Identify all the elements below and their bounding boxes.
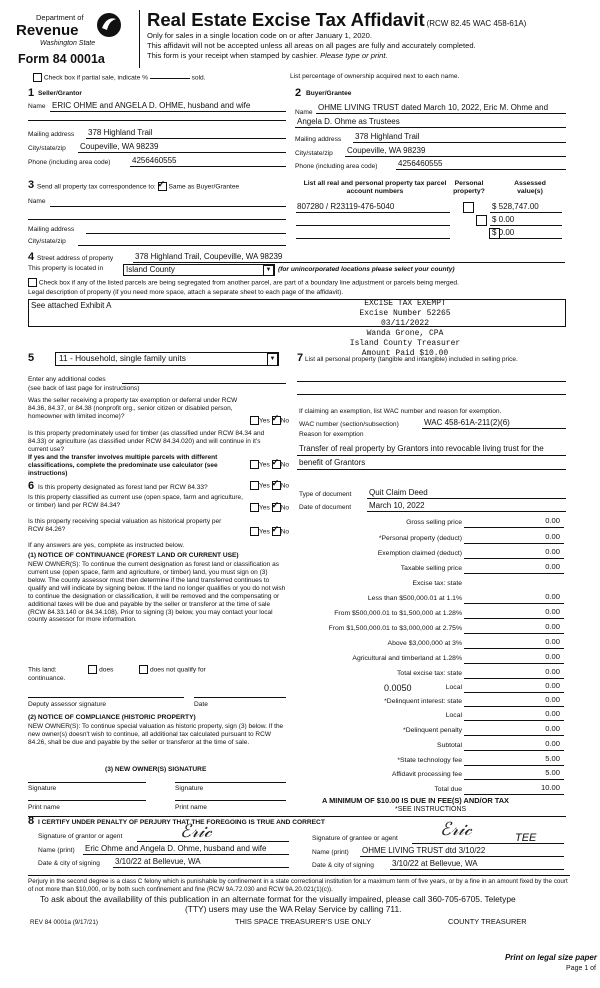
fee-value[interactable]: 0.00 (545, 681, 560, 690)
form-title-row (147, 9, 526, 30)
local-rate[interactable]: 0.0050 (384, 683, 412, 693)
fee-label: Total excise tax: state (397, 670, 462, 677)
fee-value[interactable]: 0.00 (545, 667, 560, 676)
buyer-phone-label: Phone (including area code) (295, 163, 378, 170)
reason-line1[interactable]: Transfer of real property by Grantors into revocable living trust for the (299, 444, 544, 453)
dor-swirl-icon (96, 12, 122, 38)
sec5-q2-yes-checkbox[interactable] (250, 460, 259, 469)
wac-number[interactable]: WAC 458-61A-211(2)(6) (424, 418, 510, 427)
assessed-value-3[interactable]: $ 0.00 (492, 228, 515, 237)
sec3-name-label: Name (28, 198, 46, 205)
dept-line3: Washington State (40, 40, 96, 47)
fee-value[interactable]: 0.00 (545, 652, 560, 661)
fee-value[interactable]: 10.00 (540, 783, 560, 792)
buyer-name-line1[interactable]: OHME LIVING TRUST dated March 10, 2022, Eric M. Ohme and (318, 103, 549, 112)
fee-value[interactable]: 0.00 (545, 532, 560, 541)
fee-value[interactable]: 0.00 (545, 547, 560, 556)
fee-value[interactable]: 0.00 (545, 622, 560, 631)
docdate-label: Date of document (299, 504, 352, 511)
fee-label: Local (445, 712, 462, 719)
fee-label: From $1,500,000.01 to $3,000,000 at 2.75% (328, 625, 462, 632)
seller-phone-label: Phone (including area code) (28, 159, 111, 166)
grantee-signature-label: Signature of grantee or agent (312, 835, 398, 842)
sec3-label-row (37, 182, 239, 191)
sec5-q2-answer: Yes ✓ No (250, 460, 289, 469)
grantee-date-label: Date & city of signing (312, 862, 374, 869)
assessed-value-header: Assessed value(s) (514, 180, 546, 195)
stamp-line1: EXCISE TAX EXEMPT (364, 299, 446, 308)
partial-sale-label: Check box if partial sale, indicate % (43, 74, 148, 82)
chevron-down-icon: ▼ (263, 265, 274, 276)
partial-sale-checkbox[interactable] (33, 73, 42, 82)
sec6-q3-no-checkbox[interactable] (272, 527, 281, 536)
header-note3b: Please type or print. (320, 51, 388, 60)
form-rcw: (RCW 82.45 WAC 458-61A) (426, 19, 527, 28)
street-address[interactable]: 378 Highland Trail, Coupeville, WA 98239 (135, 252, 283, 261)
fee-value[interactable]: 0.00 (545, 709, 560, 718)
grantor-date-city[interactable]: 3/10/22 at Bellevue, WA (115, 857, 201, 866)
sec6-q1-answer: Yes ✓ No (250, 481, 289, 490)
sec6-q3: Is this property receiving special valuation as historical property per RCW 84.26? (28, 518, 222, 533)
grantor-date-label: Date & city of signing (38, 860, 100, 867)
personal-property-checkbox-2[interactable] (476, 215, 487, 226)
fee-value[interactable]: 0.00 (545, 562, 560, 571)
sec6-q1-no-checkbox[interactable] (272, 481, 281, 490)
fee-label: Exemption claimed (deduct) (377, 550, 462, 557)
wac-label: WAC number (section/subsection) (299, 421, 399, 428)
stamp-line2: Excise Number 52265 (359, 309, 451, 318)
land-does-not-label: does not qualify for (149, 666, 206, 674)
perjury-certify: I CERTIFY UNDER PENALTY OF PERJURY THAT THE FOREGOING IS TRUE AND CORRECT (38, 819, 325, 826)
chevron-down-icon: ▼ (267, 353, 278, 366)
buyer-city[interactable]: Coupeville, WA 98239 (347, 146, 426, 155)
buyer-mail[interactable]: 378 Highland Trail (355, 132, 420, 141)
form-revision: REV 84 0001a (9/17/21) (30, 919, 98, 926)
this-land-row (28, 665, 206, 674)
fee-value[interactable]: 0.00 (545, 739, 560, 748)
grantee-print-name[interactable]: OHME LIVING TRUST dtd 3/10/22 (362, 846, 486, 855)
fee-label: Gross selling price (406, 519, 462, 526)
fee-label: Local (445, 684, 462, 691)
sec3-mail-label: Mailing address (28, 226, 75, 233)
sec6-q2: Is this property classified as current use (open space, farm and agriculture, or timber) land per RCW 84.34? (28, 494, 243, 509)
seller-name-label: Name (28, 103, 46, 110)
buyer-name-label: Name (295, 109, 313, 116)
seller-heading: Seller/Grantor (38, 90, 82, 97)
fee-value[interactable]: 0.00 (545, 592, 560, 601)
legal-label: Legal description of property (if you need more space, attach a separate sheet to each page of the affidavit). (28, 289, 344, 296)
new-owner-print-label-1: Print name (28, 804, 60, 811)
header-note1: Only for sales in a single location code on or after January 1, 2020. (147, 31, 372, 40)
land-does-not-checkbox[interactable] (139, 665, 148, 674)
this-land-label: This land: (28, 666, 57, 674)
stamp-line3: 03/11/2022 (380, 319, 429, 328)
deputy-date-label: Date (194, 701, 208, 708)
segregated-label: Check box if any of the listed parcels are being segregated from another parcel, are part of a boundary line adjustment or parcels being merged. (38, 279, 459, 287)
buyer-city-label: City/state/zip (295, 150, 333, 157)
grantor-print-name[interactable]: Eric Ohme and Angela D. Ohme, husband and wife (85, 844, 267, 853)
section-5-number: 5 (28, 352, 35, 364)
personal-property-header: Personal property? (453, 180, 485, 195)
alt-format-line2: (TTY) users may use the WA Relay Service by calling 711. (185, 904, 402, 914)
reason-label: Reason for exemption (299, 431, 364, 438)
sec5-q1: Was the seller receiving a property tax exemption or deferral under RCW 84.36, 84.37, or 84.38 (nonprofit org., senior citizen or disabled person, homeowner with limited income)? (28, 397, 238, 420)
grantor-signature-label: Signature of grantor or agent (38, 833, 123, 840)
grantee-print-label: Name (print) (312, 849, 349, 856)
sec6-q3-answer: Yes ✓ No (250, 527, 289, 536)
notice3-heading: (3) NEW OWNER(S) SIGNATURE (105, 766, 207, 773)
form-number: Form 84 0001a (18, 52, 105, 66)
continuance-label: continuance. (28, 675, 66, 682)
stamp-line6: Amount Paid $10.00 (361, 349, 449, 358)
stamp-line5: Island County Treasurer (349, 339, 461, 348)
segregated-row (28, 278, 459, 287)
partial-sale-row (33, 73, 206, 82)
sec6-q2-answer: Yes ✓ No (250, 503, 289, 512)
grantor-signature[interactable]: ℰ𝓇𝒾𝒸 (180, 821, 212, 842)
section-8-number: 8 (28, 815, 35, 827)
new-owner-signature-label-1: Signature (28, 785, 57, 792)
county-select-value: Island County (126, 265, 175, 274)
sec5-q1-answer: Yes ✓ No (250, 416, 289, 425)
seller-name[interactable]: ERIC OHME and ANGELA D. OHME, husband and wife (52, 101, 251, 110)
section-4-number: 4 (28, 251, 35, 263)
parcel-number-1[interactable]: 807280 / R23119-476-5040 (297, 202, 395, 211)
seller-city[interactable]: Coupeville, WA 98239 (80, 142, 159, 151)
header-note3-row (147, 52, 388, 61)
sec7-label: List all personal property (tangible and intangible) included in selling price. (305, 356, 518, 363)
fee-label: Taxable selling price (400, 565, 462, 572)
section-1-number: 1 (28, 87, 35, 99)
sec5-q2a: Is this property predominately used for timber (as classified under RCW 84.34 and 84.33) or agriculture (as classified under RCW 84.34.020) and will continue in it's current use? (28, 430, 265, 453)
alt-format-line1: To ask about the availability of this publication in an alternate format for the visually impaired, please call 360-705-6705. Teletype (40, 894, 516, 904)
sec6-ifany: If any answers are yes, complete as instructed below. (28, 542, 185, 549)
grantor-print-label: Name (print) (38, 847, 75, 854)
section-3-number: 3 (28, 179, 35, 191)
perjury-notice: Perjury in the second degree is a class C felony which is punishable by confinement in a state correctional institution for a maximum term of five years, or by a fine in an amount fixed by the court of not more than $10,000, or by both such confinement and fine (RCW 9A.72.030 and RCW 9A.20.021(1)(c)). (28, 875, 570, 894)
page-number: Page 1 of (566, 965, 596, 972)
use-code-value: 11 - Household, single family units (59, 353, 186, 363)
fee-value[interactable]: 0.00 (545, 607, 560, 616)
seller-mail-label: Mailing address (28, 131, 75, 138)
print-legal-note: Print on legal size paper (504, 953, 597, 962)
header-note2: This affidavit will not be accepted unless all areas on all pages are fully and accurately completed. (147, 41, 476, 50)
parcel-header: List all real and personal property tax parcel account numbers (303, 180, 447, 195)
see-instructions: *SEE INSTRUCTIONS (395, 806, 467, 813)
fee-label: *Delinquent penalty (403, 727, 462, 734)
doctype-label: Type of document (299, 491, 352, 498)
additional-codes-note: (see back of last page for instructions) (28, 385, 140, 392)
county-note: (for unincorporated locations please select your county) (278, 266, 455, 273)
sec5-q2-no-checkbox[interactable] (272, 460, 281, 469)
section-6-number: 6 (28, 480, 35, 492)
notice1-heading: (1) NOTICE OF CONTINUANCE (FOREST LAND OR CURRENT USE) (28, 552, 239, 559)
notice2-heading: (2) NOTICE OF COMPLIANCE (HISTORIC PROPERTY) (28, 714, 196, 721)
reason-line2[interactable]: benefit of Grantors (299, 458, 366, 467)
use-code-select[interactable] (55, 352, 279, 366)
dept-line2: Revenue (16, 22, 79, 39)
new-owner-signature-label-2: Signature (175, 785, 204, 792)
sec3-label: Send all property tax correspondence to: (37, 183, 156, 191)
buyer-name-line2[interactable]: Angela D. Ohme as Trustees (297, 117, 400, 126)
same-as-buyer-label: Same as Buyer/Grantee (168, 183, 240, 191)
fee-label: Above $3,000,000 at 3% (387, 640, 462, 647)
personal-property-checkbox-1[interactable] (463, 202, 474, 213)
sec5-q1-yes-checkbox[interactable] (250, 416, 259, 425)
grantee-date-city[interactable]: 3/10/22 at Bellevue, WA (392, 859, 478, 868)
county-select[interactable] (123, 264, 275, 276)
excise-stamp (320, 299, 490, 359)
seller-mail[interactable]: 378 Highland Trail (88, 128, 153, 137)
section-7-number: 7 (297, 352, 304, 364)
sec6-q2-yes-checkbox[interactable] (250, 503, 259, 512)
notice2-body: NEW OWNER(S): To continue special valuation as historic property, sign (3) below. If the new owner(s) doesn't wish to continue, all additional tax calculated pursuant to RCW 84.26, shall be due and payable by the seller or transferor at the time of sale. (28, 723, 284, 746)
segregated-checkbox[interactable] (28, 278, 37, 287)
county-treasurer: COUNTY TREASURER (448, 917, 527, 926)
fee-value[interactable]: 5.00 (545, 754, 560, 763)
assessed-value-2[interactable]: $ 0.00 (492, 215, 515, 224)
dept-line1: Department of (36, 13, 84, 22)
fee-label: Agricultural and timberland at 1.28% (352, 655, 462, 662)
land-does-label: does (99, 666, 114, 674)
docdate[interactable]: March 10, 2022 (369, 501, 425, 510)
form-title: Real Estate Excise Tax Affidavit (147, 9, 425, 30)
sec6-q1: Is this property designated as forest land per RCW 84.33? (38, 484, 208, 491)
located-in-label: This property is located in (28, 265, 104, 272)
stamp-line4: Wanda Grone, CPA (366, 329, 444, 338)
additional-codes-label: Enter any additional codes (28, 376, 106, 383)
buyer-phone[interactable]: 4256460555 (398, 159, 443, 168)
fee-label: From $500,000.01 to $1,500,000 at 1.28% (334, 610, 462, 617)
deputy-signature-label: Deputy assessor signature (28, 701, 107, 708)
fee-value[interactable]: 0.00 (545, 724, 560, 733)
buyer-heading: Buyer/Grantee (306, 90, 352, 97)
treasurer-use-only: THIS SPACE TREASURER'S USE ONLY (235, 917, 372, 926)
grantee-signature[interactable]: ℰ𝓇𝒾𝒸 (440, 819, 472, 840)
header-divider (139, 10, 140, 68)
fee-label: *Delinquent interest: state (384, 698, 462, 705)
notice1-body: NEW OWNER(S): To continue the current designation as forest land or classification as current use (open space, farm and agriculture, or timber) land, you must sign on (3) below. The county assessor must then determine if the land transferred continues to qualify and will indicate by signing below. If the land no longer qualifies or you do not wish to continue the designation or classification, it will be removed and the compensating or additional taxes will be due and payable by the seller or transferor at the time of sale (RCW 84.33.140 or 84.34.108). Prior to signing (3) below, you may contact your local county assessor for more information. (28, 561, 286, 624)
section-2-number: 2 (295, 87, 302, 99)
partial-sale-label-post: sold. (191, 74, 206, 82)
fee-value[interactable]: 0.00 (545, 695, 560, 704)
exemption-label: If claiming an exemption, list WAC number and reason for exemption. (299, 408, 502, 415)
tee-mark: TEE (515, 832, 537, 844)
sec6-q2-no-checkbox[interactable] (272, 503, 281, 512)
sec3-city-label: City/state/zip (28, 238, 66, 245)
same-as-buyer-checkbox[interactable] (158, 182, 167, 191)
sec6-q3-yes-checkbox[interactable] (250, 527, 259, 536)
buyer-mail-label: Mailing address (295, 136, 342, 143)
fee-label: *Personal property (deduct) (378, 535, 462, 542)
fee-label: Affidavit processing fee (391, 771, 462, 778)
fee-label: *State technology fee (397, 757, 462, 764)
fee-value[interactable]: 0.00 (545, 516, 560, 525)
sec6-q1-yes-checkbox[interactable] (250, 481, 259, 490)
street-label: Street address of property (37, 255, 114, 262)
fee-label: Excise tax: state (412, 580, 462, 587)
sec5-q2b: If yes and the transfer involves multiple parcels with different classifications, complete the predominate use calculator (see instructions) (28, 454, 218, 477)
sec5-q1-no-checkbox[interactable] (272, 416, 281, 425)
legal-description: See attached Exhibit A (31, 301, 112, 310)
ownership-note: List percentage of ownership acquired next to each name. (290, 73, 460, 80)
fee-label: Total due (434, 786, 462, 793)
seller-city-label: City/state/zip (28, 145, 66, 152)
fee-value[interactable]: 5.00 (545, 768, 560, 777)
fee-value[interactable]: 0.00 (545, 637, 560, 646)
seller-phone[interactable]: 4256460555 (132, 156, 177, 165)
fee-label: Less than $500,000.01 at 1.1% (367, 595, 462, 602)
doctype[interactable]: Quit Claim Deed (369, 488, 428, 497)
fee-label: Subtotal (437, 742, 462, 749)
dor-logo (14, 10, 132, 68)
assessed-value-1[interactable]: $ 528,747.00 (492, 202, 539, 211)
header-note3: This form is your receipt when stamped by cashier. (147, 51, 318, 60)
new-owner-print-label-2: Print name (175, 804, 207, 811)
land-does-checkbox[interactable] (88, 665, 97, 674)
minimum-due-notice: A MINIMUM OF $10.00 IS DUE IN FEE(S) AND/OR TAX (322, 796, 509, 805)
